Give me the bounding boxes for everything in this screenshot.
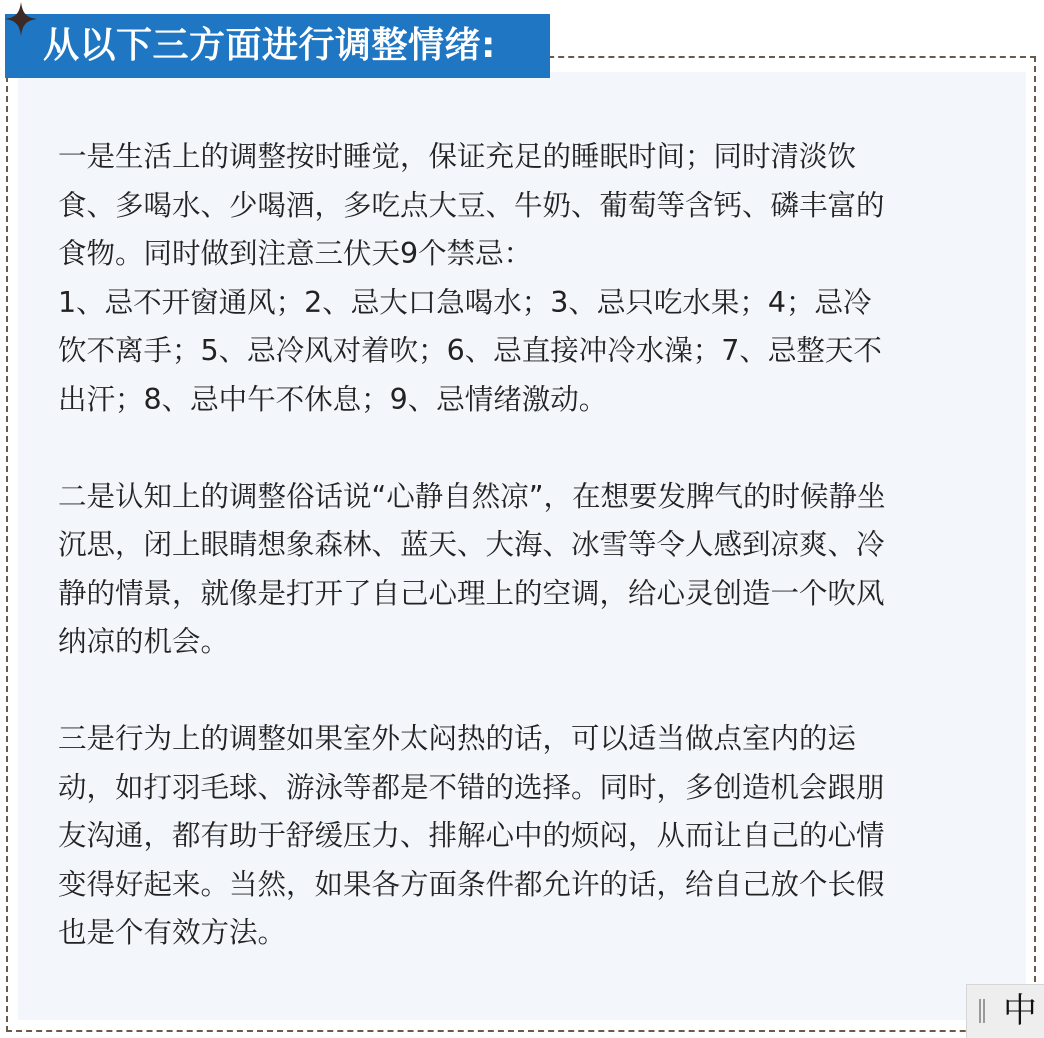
text-line: 静的情景，就像是打开了自己心理上的空调，给心灵创造一个吹风: [58, 576, 885, 610]
text-line: 动，如打羽毛球、游泳等都是不错的选择。同时，多创造机会跟朋: [58, 770, 885, 804]
article-body: [58, 133, 988, 958]
text-line: 友沟通，都有助于舒缓压力、排解心中的烦闷，从而让自己的心情: [58, 819, 885, 852]
text-line: 食物。同时做到注意三伏天9个禁忌：: [58, 237, 533, 270]
text-line: 一是生活上的调整按时睡觉，保证充足的睡眠时间；同时清淡饮: [58, 140, 857, 173]
text-line: 沉思，闭上眼睛想象森林、蓝天、大海、冰雪等令人感到凉爽、冷: [58, 528, 885, 561]
grip-handle-icon[interactable]: [979, 999, 985, 1023]
text-line: 变得好起来。当然，如果各方面条件都允许的话，给自己放个长假: [58, 867, 885, 901]
text-line: 二是认知上的调整俗话说“心静自然凉”，在想要发脾气的时候静坐: [58, 479, 886, 513]
ime-mode-label[interactable]: 中: [1003, 991, 1037, 1031]
sparkle-icon: [2, 0, 40, 38]
text-line: 三是行为上的调整如果室外太闷热的话，可以适当做点室内的运: [58, 722, 857, 755]
text-line: 也是个有效方法。: [58, 916, 287, 949]
paragraph-cognitive-adjustment: [58, 473, 988, 667]
text-line: 1、忌不开窗通风；2、忌大口急喝水；3、忌只吃水果；4；忌冷: [58, 285, 872, 319]
paragraph-life-adjustment: [58, 133, 988, 424]
ime-mode-indicator[interactable]: [966, 984, 1044, 1038]
text-line: 纳凉的机会。: [58, 625, 230, 658]
section-title: 从以下三方面进行调整情绪:: [5, 14, 550, 78]
paragraph-behavior-adjustment: [58, 715, 988, 958]
text-line: 食、多喝水、少喝酒，多吃点大豆、牛奶、葡萄等含钙、磷丰富的: [58, 188, 885, 222]
text-line: 出汗；8、忌中午不休息；9、忌情绪激动。: [58, 382, 608, 416]
text-line: 饮不离手；5、忌冷风对着吹；6、忌直接冲冷水澡；7、忌整天不: [58, 334, 882, 367]
